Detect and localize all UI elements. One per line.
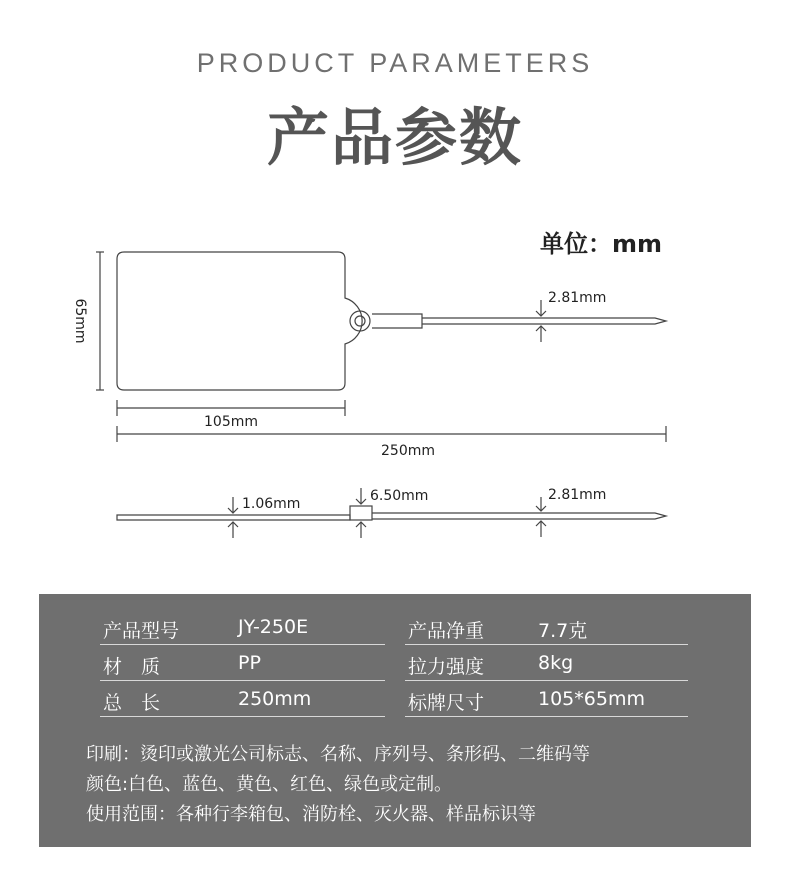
dim-strap-width-top: 2.81mm xyxy=(548,290,607,306)
tag-side xyxy=(117,515,350,520)
lock-side xyxy=(350,506,372,520)
divider xyxy=(405,680,688,681)
lock-inner xyxy=(355,316,365,326)
dim-lock-thickness: 6.50mm xyxy=(370,488,429,504)
dim-height: 65mm xyxy=(72,298,88,344)
unit-label: 单位：mm xyxy=(540,230,663,258)
param-label: 材 质 xyxy=(103,656,161,678)
param-value: 7.7克 xyxy=(538,620,588,642)
param-label: 标牌尺寸 xyxy=(408,692,485,714)
tag-outline xyxy=(117,252,362,390)
divider xyxy=(405,644,688,645)
param-value: 8kg xyxy=(538,652,574,674)
title-english: PRODUCT PARAMETERS xyxy=(196,48,594,78)
divider xyxy=(100,644,385,645)
dim-total-length: 250mm xyxy=(381,443,435,459)
parameters-panel xyxy=(39,594,751,847)
dim-thickness: 1.06mm xyxy=(242,496,301,512)
param-value: PP xyxy=(238,652,261,674)
note-colors: 颜色:白色、蓝色、黄色、红色、绿色或定制。 xyxy=(86,774,453,795)
lock-housing xyxy=(372,314,422,328)
param-label: 总 长 xyxy=(103,692,161,714)
dim-tag-width: 105mm xyxy=(204,414,258,430)
param-value: 250mm xyxy=(238,688,312,710)
strap-top xyxy=(422,318,666,324)
param-label: 产品型号 xyxy=(103,620,180,642)
note-usage: 使用范围：各种行李箱包、消防栓、灭火器、样品标识等 xyxy=(86,804,536,825)
param-value: 105*65mm xyxy=(538,688,645,710)
divider xyxy=(100,716,385,717)
title-chinese: 产品参数 xyxy=(266,101,523,174)
note-printing: 印刷：烫印或激光公司标志、名称、序列号、条形码、二维码等 xyxy=(86,744,590,765)
param-label: 产品净重 xyxy=(408,620,485,642)
strap-side xyxy=(372,513,666,519)
param-value: JY-250E xyxy=(238,616,309,638)
dim-strap-width-side: 2.81mm xyxy=(548,487,607,503)
divider xyxy=(405,716,688,717)
divider xyxy=(100,680,385,681)
param-label: 拉力强度 xyxy=(408,656,485,678)
lock-outer xyxy=(350,311,370,331)
